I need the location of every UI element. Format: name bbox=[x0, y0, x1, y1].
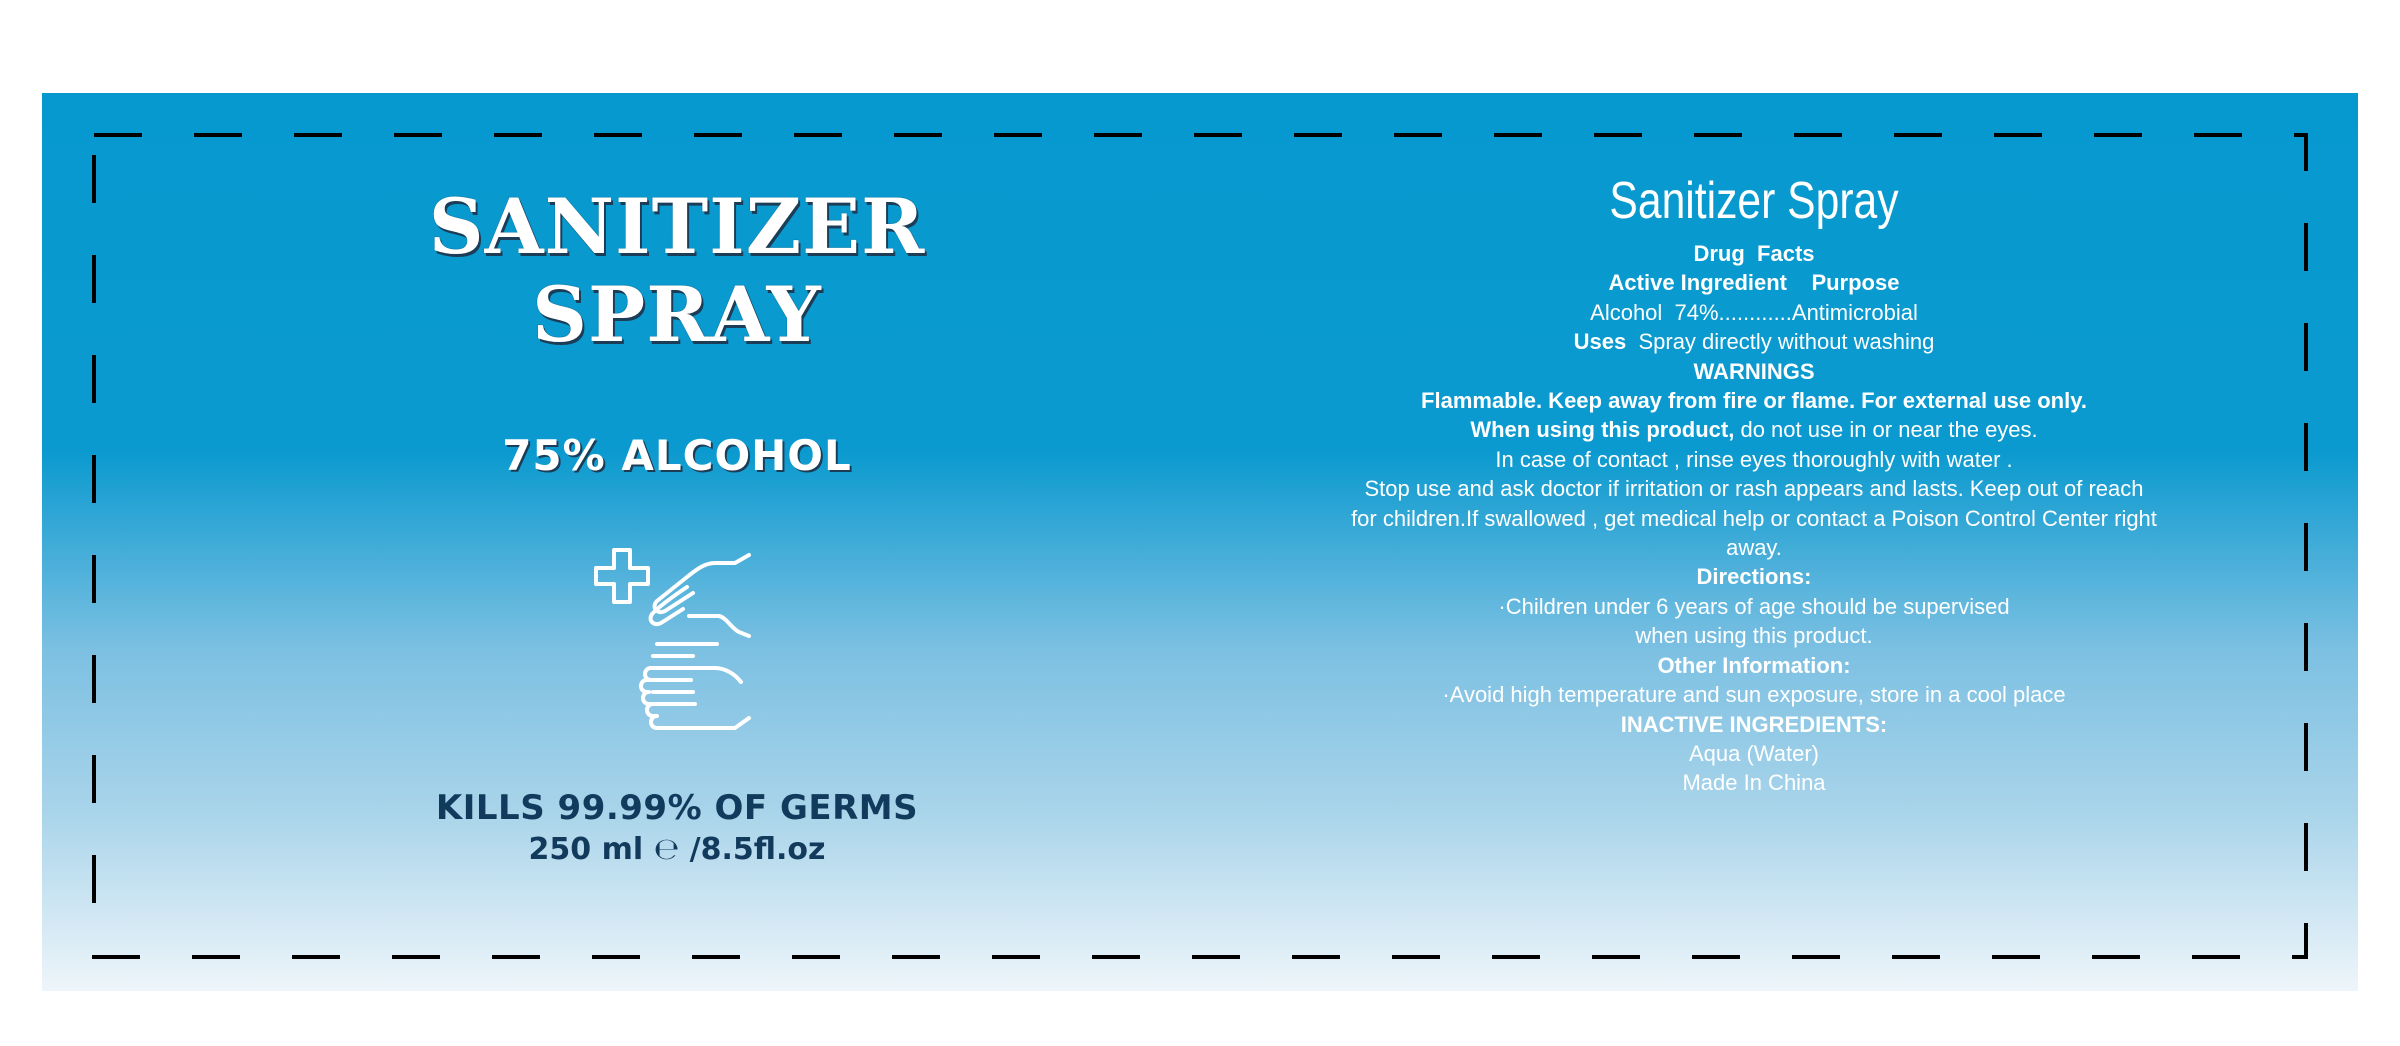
title-line-1: SANITIZER bbox=[428, 182, 926, 271]
uses-line bbox=[1279, 327, 2229, 356]
flammable-warning: Flammable. Keep away from fire or flame. For external use only. bbox=[1421, 388, 2087, 414]
stop-use-instruction: Stop use and ask doctor if irritation or rash appears and lasts. Keep out of reach for children.If swallowed , get medical help or contact a Poison Control Center right away. bbox=[1351, 476, 2157, 561]
other-information-text: ·Avoid high temperature and sun exposure, store in a cool place bbox=[1442, 682, 2066, 708]
when-using-text: do not use in or near the eyes. bbox=[1740, 417, 2038, 443]
drug-facts-panel bbox=[1279, 169, 2229, 798]
inactive-ingredients-header: INACTIVE INGREDIENTS: bbox=[1620, 711, 1888, 737]
warnings-header: WARNINGS bbox=[1693, 358, 1815, 384]
other-information-header: Other Information: bbox=[1657, 652, 1851, 678]
drug-facts-heading: Drug Facts bbox=[1693, 241, 1815, 266]
when-using-label: When using this product, bbox=[1470, 417, 1735, 443]
uses-label: Uses bbox=[1573, 329, 1627, 355]
germ-kill-claim: KILLS 99.99% OF GERMS bbox=[435, 788, 919, 828]
title-line-2: SPRAY bbox=[532, 270, 822, 359]
product-label bbox=[42, 93, 2358, 991]
alcohol-percentage: 75% ALCOHOL bbox=[502, 431, 852, 480]
country-of-origin: Made In China bbox=[1682, 770, 1826, 796]
eye-contact-instruction: In case of contact , rinse eyes thoroughly with water . bbox=[1495, 446, 2013, 472]
drug-facts-title: Sanitizer Spray bbox=[1609, 172, 1899, 230]
directions-header: Directions: bbox=[1696, 564, 1812, 590]
active-ingredient-header: Active Ingredient Purpose bbox=[1608, 270, 1900, 296]
front-panel bbox=[322, 183, 1032, 867]
hand-sanitizer-cross-icon bbox=[322, 540, 1032, 730]
active-ingredient-value: Alcohol 74%............Antimicrobial bbox=[1590, 299, 1918, 325]
when-using-line bbox=[1279, 415, 2229, 444]
inactive-ingredients-text: Aqua (Water) bbox=[1688, 740, 1819, 766]
uses-text: Spray directly without washing bbox=[1638, 329, 1935, 355]
net-volume: 250 ml ℮ /8.5fl.oz bbox=[528, 832, 826, 867]
directions-text: ·Children under 6 years of age should be supervised when using this product. bbox=[1498, 593, 2010, 649]
product-title bbox=[322, 183, 1032, 359]
